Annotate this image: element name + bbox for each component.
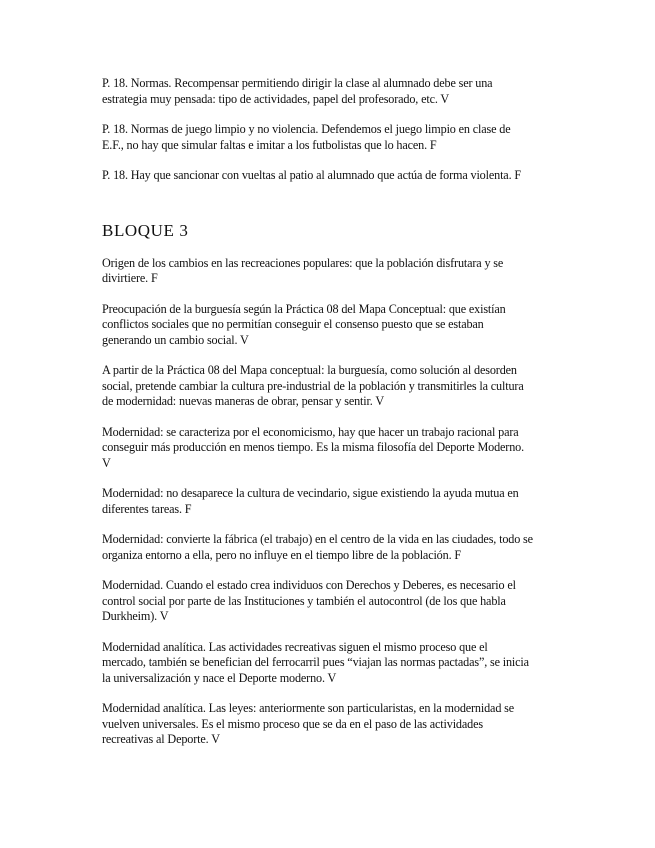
- paragraph: Modernidad. Cuando el estado crea individuos con Derechos y Deberes, es necesario el control social por parte de las Instituciones y también el autocontrol (de los que habla Durkheim). V: [102, 578, 516, 623]
- paragraph: P. 18. Normas de juego limpio y no violencia. Defendemos el juego limpio en clase de E.F., no hay que simular faltas e imitar a los futbolistas que lo hacen. F: [102, 122, 511, 152]
- paragraph: P. 18. Hay que sancionar con vueltas al patio al alumnado que actúa de forma violenta. F: [102, 168, 521, 182]
- paragraph: P. 18. Normas. Recompensar permitiendo dirigir la clase al alumnado debe ser una estrategia muy pensada: tipo de actividades, papel del profesorado, etc. V: [102, 76, 493, 106]
- paragraph: Preocupación de la burguesía según la Práctica 08 del Mapa Conceptual: que existían conflictos sociales que no permitían conseguir el consenso puesto que se estaban generando un cambio social. V: [102, 301, 506, 347]
- paragraph: Modernidad: se caracteriza por el economicismo, hay que hacer un trabajo racional para conseguir más producción en menos tiempo. Es la misma filosofía del Deporte Moderno. V: [102, 424, 524, 470]
- paragraph: Modernidad analítica. Las actividades recreativas siguen el mismo proceso que el mercado, también se benefician del ferrocarril pues “viajan las normas pactadas”, se inicia la universalización y nace el Deporte moderno. V: [102, 639, 529, 685]
- section-heading: BLOQUE 3: [102, 220, 189, 240]
- paragraph: Origen de los cambios en las recreaciones populares: que la población disfrutara y se divirtiere. F: [102, 255, 504, 285]
- paragraph: Modernidad: convierte la fábrica (el trabajo) en el centro de la vida en las ciudades, todo se organiza entorno a ella, pero no influye en el tiempo libre de la población. F: [102, 532, 533, 562]
- paragraph: Modernidad analítica. Las leyes: anteriormente son particularistas, en la modernidad se vuelven universales. Es el mismo proceso que se da en el paso de las actividades recreativas al Deporte. V: [102, 701, 515, 746]
- paragraph: A partir de la Práctica 08 del Mapa conceptual: la burguesía, como solución al desorden social, pretende cambiar la cultura pre-industrial de la población y transmitirles la cultura de modernidad: nuevas maneras de obrar, pensar y sentir. V: [102, 363, 524, 408]
- document-page: [102, 76, 534, 763]
- paragraph: Modernidad: no desaparece la cultura de vecindario, sigue existiendo la ayuda mutua en diferentes tareas. F: [102, 486, 519, 516]
